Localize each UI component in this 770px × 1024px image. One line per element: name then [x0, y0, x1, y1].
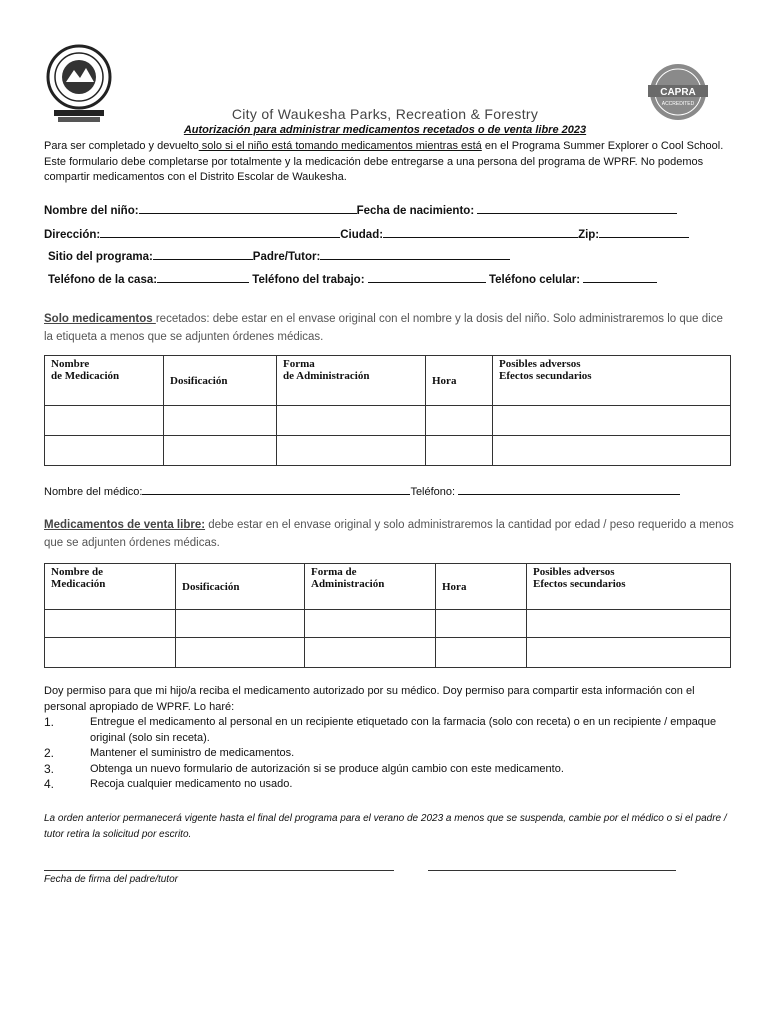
table-cell[interactable]: [45, 406, 164, 436]
table-row: [45, 610, 731, 638]
date-field[interactable]: [428, 870, 676, 871]
parent-field[interactable]: [320, 249, 510, 260]
list-item: [44, 762, 729, 778]
permission-list: [44, 715, 729, 793]
table-cell[interactable]: [305, 638, 436, 668]
svg-text:CAPRA: CAPRA: [660, 87, 696, 98]
rx-col-name: Nombre de Medicación: [45, 356, 164, 406]
otc-col-name: Nombre de Medicación: [45, 564, 176, 610]
table-cell[interactable]: [176, 610, 305, 638]
list-text: Entregue el medicamento al personal en un recipiente etiquetado con la farmacia (solo con receta) o en un recipiente / empaque original (solo sin receta).: [90, 716, 717, 744]
city-field[interactable]: [383, 227, 578, 238]
table-cell[interactable]: [527, 610, 731, 638]
table-cell[interactable]: [45, 436, 164, 466]
program-row: Sitio del programa: Padre/Tutor:: [48, 249, 510, 263]
table-cell[interactable]: [436, 610, 527, 638]
list-item: [44, 715, 729, 746]
rx-col-form: Forma de Administración: [277, 356, 426, 406]
table-cell[interactable]: [277, 406, 426, 436]
table-row: [45, 406, 731, 436]
table-cell[interactable]: [493, 406, 731, 436]
doctor-name-field[interactable]: [142, 484, 410, 495]
table-cell[interactable]: [436, 638, 527, 668]
list-number: 2.: [44, 746, 55, 760]
table-row: [45, 638, 731, 668]
rx-col-dose: Dosificación: [164, 356, 277, 406]
permission-text: Doy permiso para que mi hijo/a reciba el medicamento autorizado por su médico. Doy permiso para compartir esta información con el personal apropiado de WPRF. Lo haré:: [44, 685, 695, 713]
program-site-field[interactable]: [153, 249, 253, 260]
table-cell[interactable]: [277, 436, 426, 466]
table-cell[interactable]: [426, 436, 493, 466]
address-field[interactable]: [100, 227, 340, 238]
child-name-field[interactable]: [139, 203, 357, 214]
table-row: [45, 436, 731, 466]
otc-col-dose: Dosificación: [176, 564, 305, 610]
list-item: [44, 777, 729, 793]
otc-section-heading: Medicamentos de venta libre: debe estar en el envase original y solo administraremos la cantidad por edad / peso requerido a menos que se adjunten órdenes médicas.: [44, 519, 734, 549]
svg-text:ACCREDITED: ACCREDITED: [661, 101, 695, 107]
rx-col-time: Hora: [426, 356, 493, 406]
otc-col-side-effects: Posibles adversos Efectos secundarios: [527, 564, 731, 610]
list-item: [44, 746, 729, 762]
address-row: Dirección: Ciudad: Zip:: [44, 227, 689, 241]
signature-label: Fecha de firma del padre/tutor: [44, 874, 178, 885]
work-phone-field[interactable]: [368, 272, 486, 283]
table-cell[interactable]: [426, 406, 493, 436]
home-phone-field[interactable]: [157, 272, 249, 283]
table-cell[interactable]: [493, 436, 731, 466]
otc-col-form: Forma de Administración: [305, 564, 436, 610]
intro-paragraph: Para ser completado y devuelto solo si el niño está tomando medicamentos mientras está en el Programa Summer Explorer o Cool School. Este formulario debe completarse por totalmente y la medicación debe entregarse a una persona del programa de WPRF. No podemos compartir medicamentos con el Distrito Escolar de Waukesha.: [44, 140, 724, 183]
list-number: 3.: [44, 761, 55, 776]
birth-date-field[interactable]: [477, 203, 677, 214]
list-text: Recoja cualquier medicamento no usado.: [90, 778, 293, 790]
table-cell[interactable]: [45, 610, 176, 638]
table-cell[interactable]: [164, 436, 277, 466]
zip-field[interactable]: [599, 227, 689, 238]
table-cell[interactable]: [164, 406, 277, 436]
table-cell[interactable]: [305, 610, 436, 638]
list-text: Obtenga un nuevo formulario de autorización si se produce algún cambio con este medicamento.: [90, 762, 564, 775]
table-cell[interactable]: [527, 638, 731, 668]
cell-phone-field[interactable]: [583, 272, 657, 283]
table-cell[interactable]: [176, 638, 305, 668]
rx-section-heading: Solo medicamentos recetados: debe estar en el envase original con el nombre y la dosis del niño. Solo administraremos lo que dice la etiqueta a menos que se adjunten órdenes médicas.: [44, 313, 723, 343]
page-title: City of Waukesha Parks, Recreation & Forestry: [231, 106, 539, 122]
form-subtitle: Autorización para administrar medicamentos recetados o de venta libre 2023: [183, 124, 587, 136]
otc-col-time: Hora: [436, 564, 527, 610]
doctor-row: Nombre del médico: Teléfono:: [44, 484, 680, 498]
rx-col-side-effects: Posibles adversos Efectos secundarios: [493, 356, 731, 406]
signature-field[interactable]: [44, 870, 394, 871]
list-number: 1.: [44, 715, 55, 729]
child-name-row: Nombre del niño: Fecha de nacimiento:: [44, 203, 677, 217]
table-cell[interactable]: [45, 638, 176, 668]
otc-medication-table: [44, 563, 731, 668]
list-text: Mantener el suministro de medicamentos.: [90, 747, 295, 759]
phone-row: Teléfono de la casa: Teléfono del trabajo: Teléfono celular:: [48, 272, 657, 286]
list-number: 4.: [44, 777, 55, 791]
doctor-phone-field[interactable]: [458, 484, 680, 495]
validity-note: La orden anterior permanecerá vigente hasta el final del programa para el verano de 2023 a menos que se suspenda, cambie por el médico o si el padre / tutor retira la solicitud por escrito.: [44, 813, 727, 840]
rx-medication-table: [44, 355, 731, 466]
